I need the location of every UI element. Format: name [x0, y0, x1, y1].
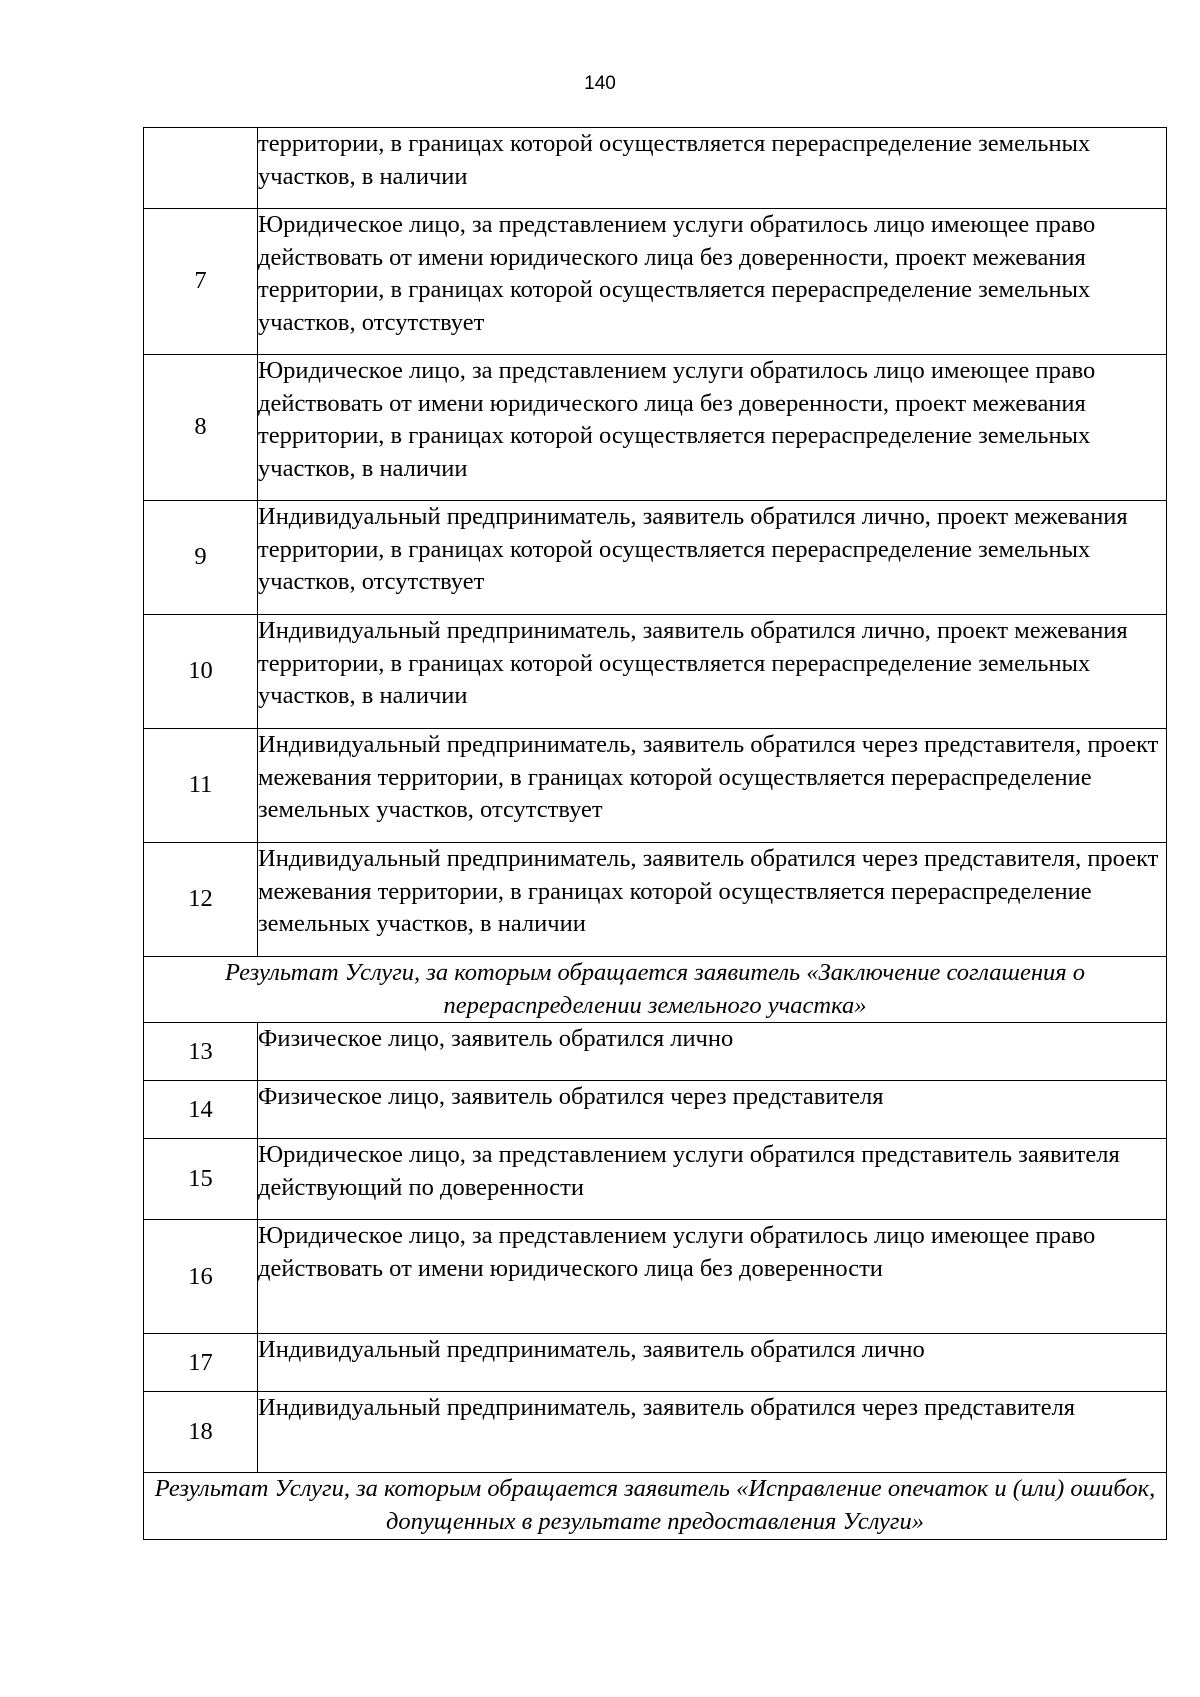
table-row	[144, 1220, 1167, 1334]
section-title: Результат Услуги, за которым обращается заявитель «Заключение соглашения о перераспределении земельного участка»	[144, 957, 1167, 1023]
row-number: 18	[144, 1392, 258, 1473]
table-row	[144, 355, 1167, 501]
row-description: Индивидуальный предприниматель, заявитель обратился лично	[258, 1334, 1167, 1392]
table-row	[144, 1081, 1167, 1139]
table-row	[144, 615, 1167, 729]
table-row	[144, 843, 1167, 957]
row-description: Индивидуальный предприниматель, заявитель обратился через представителя, проект межевания территории, в границах которой осуществляется перераспределение земельных участков, отсутствует	[258, 729, 1167, 843]
row-description: Индивидуальный предприниматель, заявитель обратился лично, проект межевания территории, в границах которой осуществляется перераспределение земельных участков, отсутствует	[258, 501, 1167, 615]
row-description: Физическое лицо, заявитель обратился лично	[258, 1023, 1167, 1081]
row-number: 11	[144, 729, 258, 843]
table-row	[144, 729, 1167, 843]
row-number: 7	[144, 209, 258, 355]
table-row	[144, 209, 1167, 355]
row-description: Физическое лицо, заявитель обратился через представителя	[258, 1081, 1167, 1139]
row-description: Индивидуальный предприниматель, заявитель обратился через представителя, проект межевания территории, в границах которой осуществляется перераспределение земельных участков, в наличии	[258, 843, 1167, 957]
row-description: территории, в границах которой осуществляется перераспределение земельных участков, в наличии	[258, 128, 1167, 209]
row-number: 14	[144, 1081, 258, 1139]
row-number	[144, 128, 258, 209]
row-number: 16	[144, 1220, 258, 1334]
row-number: 10	[144, 615, 258, 729]
page-number: 140	[584, 73, 616, 94]
row-number: 15	[144, 1139, 258, 1220]
row-description: Юридическое лицо, за представлением услуги обратилось лицо имеющее право действовать от имени юридического лица без доверенности	[258, 1220, 1167, 1334]
row-number: 12	[144, 843, 258, 957]
row-description: Индивидуальный предприниматель, заявитель обратился через представителя	[258, 1392, 1167, 1473]
row-number: 8	[144, 355, 258, 501]
row-description: Юридическое лицо, за представлением услуги обратилось лицо имеющее право действовать от имени юридического лица без доверенности, проект межевания территории, в границах которой осуществляется перераспределение земельных участков, в наличии	[258, 355, 1167, 501]
table-row	[144, 501, 1167, 615]
table-row	[144, 1334, 1167, 1392]
section-header-row	[144, 957, 1167, 1023]
row-number: 17	[144, 1334, 258, 1392]
table-row	[144, 1023, 1167, 1081]
table-row	[144, 1139, 1167, 1220]
table-row	[144, 128, 1167, 209]
section-title: Результат Услуги, за которым обращается заявитель «Исправление опечаток и (или) ошибок, допущенных в результате предоставления Услуги»	[144, 1473, 1167, 1539]
row-number: 13	[144, 1023, 258, 1081]
applicant-variants-table	[143, 127, 1167, 1540]
row-description: Юридическое лицо, за представлением услуги обратилось лицо имеющее право действовать от имени юридического лица без доверенности, проект межевания территории, в границах которой осуществляется перераспределение земельных участков, отсутствует	[258, 209, 1167, 355]
row-number: 9	[144, 501, 258, 615]
section-header-row	[144, 1473, 1167, 1539]
table-row	[144, 1392, 1167, 1473]
row-description: Юридическое лицо, за представлением услуги обратился представитель заявителя действующий по доверенности	[258, 1139, 1167, 1220]
row-description: Индивидуальный предприниматель, заявитель обратился лично, проект межевания территории, в границах которой осуществляется перераспределение земельных участков, в наличии	[258, 615, 1167, 729]
